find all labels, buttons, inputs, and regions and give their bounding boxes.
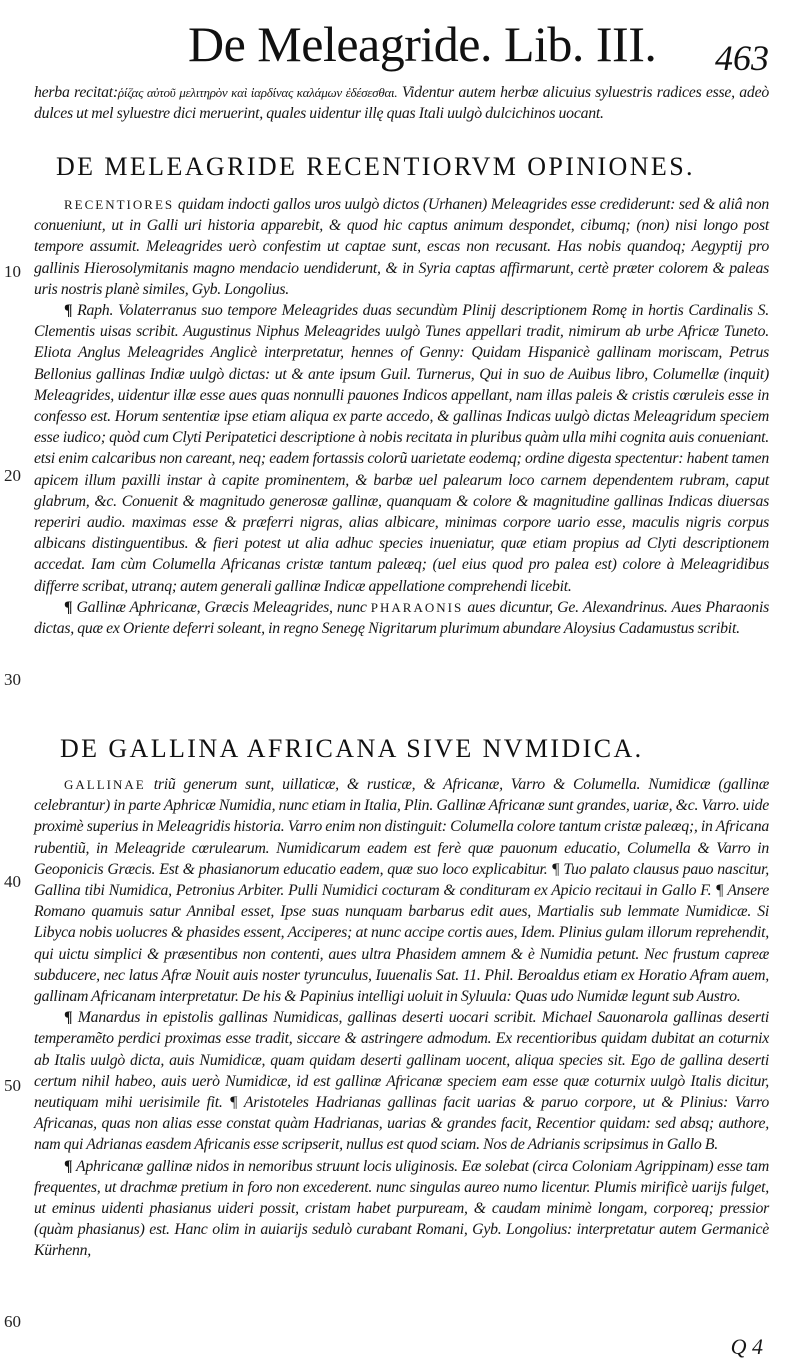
margin-line-number: 50	[4, 1076, 21, 1095]
section-heading-recentiorum: DE MELEAGRIDE RECENTIORVM OPINIONES.	[56, 152, 695, 181]
section1-paragraph-1	[34, 194, 769, 300]
intro-text-end: Videntur autem herbæ alicuius syluestris radices esse, adeò dulces ut mel syluestre dici meruerint, quales uidentur illę quas Itali uulgò dulcichinos uocant.	[34, 84, 769, 123]
section2-paragraph-3-text: Aphricanæ gallinæ nidos in nemoribus struunt locis uliginosis. Eæ solebat (circa Coloniam Agrippinam) esse tam frequentes, ut drachmæ pretium in foro non excederent. nunc singulas aureo numo licentur. Plumis mirificè uarijs fulget, ut eminus uidenti phasianus uideri possit, cristam habet purpuream, & caudam minimè longam, corporeq; pressior (quàm phasianus) est. Hanc olim in auiarijs sedulò curabant Romani, Gyb. Longolius: interpretatur autem Germanicè Kürhenn,	[34, 1157, 769, 1260]
pilcrow-icon: ¶	[64, 598, 77, 616]
section-heading-gallina-africana: DE GALLINA AFRICANA SIVE NVMIDICA.	[60, 734, 644, 763]
section1-paragraph-3-text-end: aues dicuntur, Ge. Alexandrinus. Aues Pharaonis dictas, quæ ex Oriente deferri soleant, in regno Senegę Nigritarum plurimum abundare Aloysius Cadamustus scribit.	[34, 598, 769, 638]
section1-paragraph-3	[34, 597, 769, 639]
section2-paragraph-3	[34, 1156, 769, 1262]
section2-paragraph-2-text: Manardus in epistolis gallinas Numidicas, gallinas deserti uocari scribit. Michael Sauonarola gallinas deserti temperamẽto perdici proximas esse tradit, siccare & astringere admodum. Ex recentioribus quidam dubitat an coturnix ab Italis uulgò dicta, auis Numidicæ, quam quidam deserti gallinam uocent, aliqua species sit. Ego de gallina deserti certum nihil habeo, auis uerò Numidicæ, id est gallinæ Africanæ speciem eam esse quæ coturnix uulgò Italis dicitur, neutiquam mihi uerisimile fit. ¶ Aristoteles Hadrianas gallinas facit uarias & paruo corpore, ut & Plinius: Varro Africanas, quas non alias esse constat quàm Hadrianas, uarias & grandes facit, Recentior quidam: sed absq; authore, nam qui Adrianas easdem Africanis esse scripserit, nullus est quod sciam. Nos de Adrianis scripsimus in Gallo B.	[34, 1009, 769, 1154]
margin-line-number: 30	[4, 670, 21, 689]
section1-paragraph-1-text: quidam indocti gallos uros uulgò dictos (Urhanen) Meleagrides esse crediderunt: sed & aliâ non conueniunt, ut in Galli uri historia apparebit, & quod hic captus animum despondet, cibumq; (non) nisi longo post tempore assumit. Meleagrides uerò confestim ut captae sunt, escas non recusant. Has nobis quandoq; Aegyptij pro gallinis Hierosolymitanis magno mendacio uendiderunt, & in Syria captas affirmarunt, certè præter colorem & paleas uris nostris planè similes, Gyb. Longolius.	[34, 196, 769, 298]
section2-lead-word: GALLINAE	[64, 777, 146, 792]
section2-paragraph-1	[34, 774, 769, 1007]
section1-paragraph-3-text: Gallinæ Aphricanæ, Græcis Meleagrides, nunc	[76, 598, 371, 616]
intro-paragraph	[34, 82, 769, 124]
section1-lead-word: RECENTIORES	[64, 197, 175, 212]
section1-paragraph-2	[34, 300, 769, 597]
margin-line-number: 60	[4, 1312, 21, 1331]
margin-line-number: 40	[4, 872, 21, 891]
intro-text-start: herba recitat:	[34, 84, 118, 101]
pilcrow-icon: ¶	[64, 302, 78, 320]
pharaonis-caps: PHARAONIS	[370, 599, 464, 615]
margin-line-number: 20	[4, 466, 21, 485]
greek-quotation: ῥίζας αὐτοῦ μελιτηρὸν καὶ ἰαρδίνας καλάμων ἐδέσεσθαι.	[117, 85, 398, 100]
running-head-title: De Meleagride. Lib. III.	[188, 16, 657, 72]
section2-body	[34, 774, 769, 1262]
pilcrow-icon: ¶	[64, 1157, 76, 1175]
section2-paragraph-2	[34, 1007, 769, 1155]
section1-paragraph-2-text: Raph. Volaterranus suo tempore Meleagrides duas secundùm Plinij descriptionem Romę in hortis Cardinalis S. Clementis uisas scribit. Augustinus Niphus Meleagrides uulgò Tunes appellari tradit, nimirum ab urbe Africæ Tuneto. Eliota Anglus Meleagrides Anglicè interpretatur, hennes of Genny: Quidam Hispanicè gallinam moriscam, Petrus Bellonius gallinas Indiæ uulgò dictas: ut & ante ipsum Guil. Turnerus, Qui in suo de Auibus libro, Columellæ (inquit) Meleagrides, uidentur illæ esse aues quas nonnulli pauones Indicos appellant, nam illas paleis & cristis cœruleis esse in confesso est. Horum sententiæ ipse etiam aliqua ex parte accedo, & gallinas Indicas uulgò dictas Meleagridum speciem esse iudico; quòd cum Clyti Peripatetici descriptione à nobis recitata in pluribus quàm ulla mihi cognita auis conueniant. etsi enim calcaribus non careant, neq; eadem fortassis colorũ uarietate eodemq; ordine digesta spectentur: habent tamen apicem illum paxilli instar à capite prominentem, & barbæ uel palearum loco carnem dependentem rubram, caput glabrum, &c. Conuenit & magnitudo generosæ gallinæ, quanquam & colore & magnitudine gallinas Indicas diuersas reperiri audio. maximas esse & præferri nigras, alias albicare, minimas corpore uario esse, maculis nigris corpus albicans distinguentibus. & fieri potest ut alia adhuc species inueniatur, quæ etiam propius ad Clyti descriptionem accedat. Iam cùm Columella Africanas cristæ tantum paleæq; (uel eius quod pro palea est) colore à Meleagridibus differre scribat, utranq; autem generali gallinæ Indicæ appellatione comprehendi licebit.	[34, 302, 769, 595]
pilcrow-icon: ¶	[64, 1009, 78, 1027]
signature-mark: Q 4	[730, 1334, 763, 1359]
section1-body	[34, 194, 769, 639]
margin-line-number: 10	[4, 262, 21, 281]
page-number: 463	[715, 38, 769, 78]
section2-paragraph-1-text: triũ generum sunt, uillaticæ, & rusticæ, & Africanæ, Varro & Columella. Numidicæ (gallinæ celebrantur) in parte Aphricæ Numidia, nunc etiam in Italia, Plin. Gallinæ Africanæ sunt grandes, uariæ, &c. Varro. uide proximè superius in Meleagridis historia. Varro enim non distinguit: Columella colore tantum cristæ paleæq;, in Africana rubentiũ, in Meleagride cœrulearum. Numidicarum eadem est ferè quæ pauonum educatio, Columella & Varro in Geoponicis Græcis. Est & phasianorum educatio eadem, quæ suo loco explicabitur. ¶ Tuo palato clausus pauo nascitur, Gallina tibi Numidica, Petronius Arbiter. Pulli Numidici cocturam & condituram ex Apicio recitaui in Gallo F. ¶ Ansere Romano quamuis satur Annibal esset, Ipse suas nunquam barbarus edit aues, Martialis sub lemmate Numidicæ. Si Libyca nobis uolucres & phasides essent, Acciperes; at nunc accipe cortis aues, Idem. Plinius gulam illorum reprehendit, qui uictu simplici & præsentibus non contenti, aues ultra Phasidem amnem & è Numidia petunt. Nec frustum capreæ subducere, nec latus Afræ Nouit auis noster tyrunculus, Iuuenalis Sat. 11. Phil. Beroaldus etiam ex Horatio Afram auem, gallinam Africanam interpretatur. De his & Papinius intelligi uoluit in Syluula: Quas udo Numidæ legunt sub Austro.	[34, 776, 769, 1006]
